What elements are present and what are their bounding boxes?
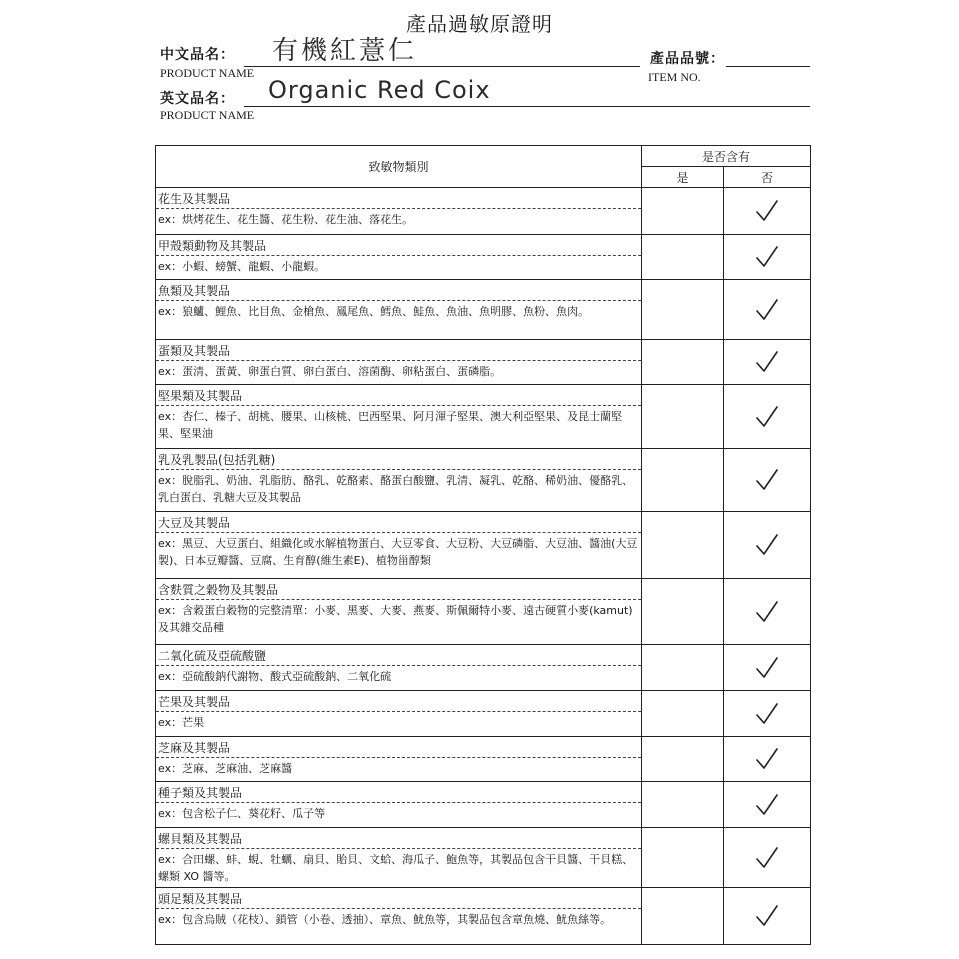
allergen-row — [156, 340, 811, 385]
allergen-examples: ex：亞硫酸鈉代謝物、酸式亞硫酸鈉、二氧化硫 — [158, 670, 392, 683]
contains-no-cell — [724, 737, 811, 782]
contains-yes-cell — [642, 579, 724, 645]
allergen-row — [156, 280, 811, 340]
contains-no-cell — [724, 782, 811, 828]
contains-no-cell — [724, 645, 811, 691]
allergen-row — [156, 579, 811, 645]
allergen-category-cell — [156, 235, 642, 280]
contains-yes-cell — [642, 385, 724, 449]
contains-yes-cell — [642, 188, 724, 235]
allergen-category-title: 魚類及其製品 — [158, 284, 231, 298]
contains-yes-cell — [642, 449, 724, 512]
cn-name-label: 中文品名： — [160, 47, 235, 63]
contains-no-cell — [724, 235, 811, 280]
cn-name-value: 有機紅薏仁 — [272, 36, 418, 66]
allergen-category-cell — [156, 888, 642, 945]
checkmark-icon — [724, 198, 810, 224]
checkmark-icon — [724, 532, 810, 558]
header-contains: 是否含有 — [642, 146, 811, 167]
allergen-category-cell — [156, 385, 642, 449]
allergen-row — [156, 188, 811, 235]
contains-yes-cell — [642, 828, 724, 888]
allergen-category-title: 大豆及其製品 — [158, 516, 231, 530]
allergen-examples: ex：芝麻、芝麻油、芝麻醬 — [158, 762, 293, 775]
contains-no-cell — [724, 340, 811, 385]
allergen-category-cell — [156, 737, 642, 782]
checkmark-icon — [724, 903, 810, 929]
checkmark-icon — [724, 404, 810, 430]
allergen-examples: ex：烘烤花生、花生醬、花生粉、花生油、落花生。 — [158, 213, 414, 226]
contains-no-cell — [724, 188, 811, 235]
contains-no-cell — [724, 579, 811, 645]
allergen-category-title: 芒果及其製品 — [158, 695, 231, 709]
item-no-en-label: ITEM NO. — [648, 70, 701, 84]
allergen-examples: ex：合田螺、蚌、蜆、牡蠣、扇貝、貽貝、文蛤、海瓜子、鮑魚等，其製品包含干貝醬、干貝糕、螺類 XO 醬等。 — [158, 853, 634, 883]
document-title: 產品過敏原證明 — [406, 12, 553, 36]
allergen-category-cell — [156, 782, 642, 828]
allergen-category-title: 甲殼類動物及其製品 — [158, 239, 267, 253]
header-no: 否 — [724, 167, 811, 188]
allergen-category-title: 種子類及其製品 — [158, 786, 243, 800]
allergen-category-title: 二氧化硫及亞硫酸鹽 — [158, 649, 267, 663]
allergen-examples: ex：芒果 — [158, 716, 205, 729]
checkmark-icon — [724, 655, 810, 681]
cn-name-underline — [244, 66, 640, 67]
allergen-row — [156, 691, 811, 737]
checkmark-icon — [724, 701, 810, 727]
allergen-category-title: 頭足類及其製品 — [158, 892, 243, 906]
allergen-row — [156, 512, 811, 579]
en-name-underline — [244, 106, 810, 107]
allergen-category-title: 含麩質之穀物及其製品 — [158, 583, 279, 597]
contains-no-cell — [724, 449, 811, 512]
contains-yes-cell — [642, 512, 724, 579]
allergen-category-title: 堅果類及其製品 — [158, 389, 243, 403]
allergen-category-cell — [156, 280, 642, 340]
header-category: 致敏物類別 — [156, 146, 642, 188]
allergen-examples: ex：包含烏賊（花枝）、鎖管（小卷、透抽）、章魚、魷魚等，其製品包含章魚燒、魷魚絲等。 — [158, 913, 612, 926]
checkmark-icon — [724, 467, 810, 493]
allergen-row — [156, 888, 811, 945]
allergen-category-title: 乳及乳製品(包括乳糖) — [158, 453, 276, 467]
allergen-category-cell — [156, 512, 642, 579]
en-name-value: Organic Red Coix — [268, 76, 491, 104]
allergen-category-cell — [156, 340, 642, 385]
allergen-category-cell — [156, 579, 642, 645]
allergen-examples: ex：小蝦、螃蟹、龍蝦、小龍蝦。 — [158, 260, 326, 273]
allergen-category-cell — [156, 828, 642, 888]
checkmark-icon — [724, 845, 810, 871]
checkmark-icon — [724, 599, 810, 625]
allergen-examples: ex：含穀蛋白穀物的完整清單：小麥、黑麥、大麥、燕麥、斯佩爾特小麥、遠古硬質小麥(kamut)及其雜交品種 — [158, 604, 633, 634]
contains-yes-cell — [642, 782, 724, 828]
product-name-label-1: PRODUCT NAME — [160, 66, 255, 80]
allergen-row — [156, 645, 811, 691]
allergen-examples: ex：蛋清、蛋黃、卵蛋白質、卵白蛋白、溶菌酶、卵粘蛋白、蛋磷脂。 — [158, 365, 502, 378]
contains-no-cell — [724, 512, 811, 579]
allergen-table-body — [156, 188, 811, 945]
allergen-row — [156, 385, 811, 449]
contains-yes-cell — [642, 280, 724, 340]
contains-no-cell — [724, 385, 811, 449]
allergen-row — [156, 737, 811, 782]
checkmark-icon — [724, 746, 810, 772]
allergen-category-cell — [156, 645, 642, 691]
allergen-category-cell — [156, 691, 642, 737]
allergen-row — [156, 235, 811, 280]
en-name-label: 英文品名： — [160, 91, 235, 107]
contains-no-cell — [724, 280, 811, 340]
checkmark-icon — [724, 244, 810, 270]
allergen-row — [156, 828, 811, 888]
allergen-examples: ex：包含松子仁、葵花籽、瓜子等 — [158, 807, 326, 820]
allergen-table — [155, 145, 811, 945]
contains-yes-cell — [642, 645, 724, 691]
checkmark-icon — [724, 792, 810, 818]
allergen-category-title: 花生及其製品 — [158, 192, 231, 206]
allergen-category-cell — [156, 449, 642, 512]
allergen-examples: ex：狼鱸、鯉魚、比目魚、金槍魚、鳳尾魚、鱈魚、鮭魚、魚油、魚明膠、魚粉、魚肉。 — [158, 305, 590, 318]
contains-yes-cell — [642, 691, 724, 737]
allergen-examples: ex：脫脂乳、奶油、乳脂肪、酪乳、乾酪素、酪蛋白酸鹽、乳清、凝乳、乾酪、稀奶油、優酪乳、乳白蛋白、乳糖大豆及其製品 — [158, 474, 634, 504]
item-no-label: 產品品號： — [650, 51, 725, 67]
product-name-label-2: PRODUCT NAME — [160, 108, 255, 122]
allergen-category-title: 芝麻及其製品 — [158, 741, 231, 755]
allergen-category-title: 蛋類及其製品 — [158, 344, 231, 358]
contains-yes-cell — [642, 737, 724, 782]
allergen-examples: ex：黑豆、大豆蛋白、組織化或水解植物蛋白、大豆零食、大豆粉、大豆磷脂、大豆油、醬油(大豆製)、日本豆瓣醬、豆腐、生育醇(維生素E)、植物甾醇類 — [158, 537, 638, 567]
checkmark-icon — [724, 349, 810, 375]
allergen-row — [156, 782, 811, 828]
allergen-row — [156, 449, 811, 512]
contains-no-cell — [724, 828, 811, 888]
contains-yes-cell — [642, 888, 724, 945]
allergen-category-title: 螺貝類及其製品 — [158, 832, 243, 846]
contains-yes-cell — [642, 235, 724, 280]
contains-no-cell — [724, 691, 811, 737]
allergen-examples: ex：杏仁、榛子、胡桃、腰果、山核桃、巴西堅果、阿月渾子堅果、澳大利亞堅果、及昆士蘭堅果、堅果油 — [158, 410, 623, 440]
contains-yes-cell — [642, 340, 724, 385]
contains-no-cell — [724, 888, 811, 945]
item-no-underline — [726, 66, 810, 67]
allergen-category-cell — [156, 188, 642, 235]
checkmark-icon — [724, 297, 810, 323]
header-yes: 是 — [642, 167, 724, 188]
